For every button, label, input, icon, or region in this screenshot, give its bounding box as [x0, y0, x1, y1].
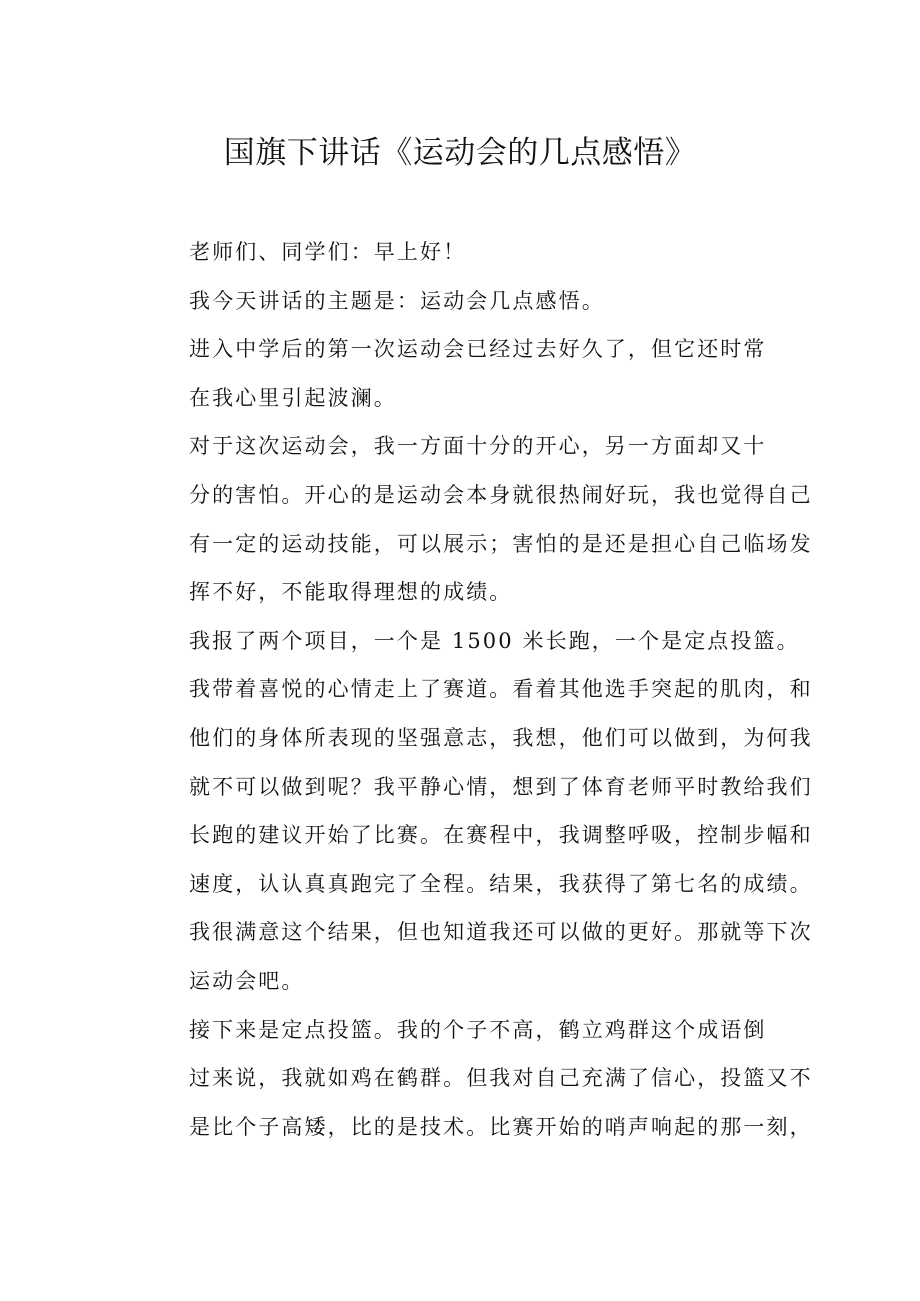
paragraph-long-run [140, 617, 813, 1006]
text-line: 是比个子高矮，比的是技术。比赛开始的哨声响起的那一刻， [189, 1114, 813, 1139]
text-line: 对于这次运动会，我一方面十分的开心，另一方面却又十 [189, 434, 767, 459]
text-line: 挥不好，不能取得理想的成绩。 [189, 580, 513, 605]
text-line: 有一定的运动技能，可以展示；害怕的是还是担心自己临场发 [189, 531, 813, 556]
text-line: 他们的身体所表现的坚强意志，我想，他们可以做到，为何我 [189, 725, 813, 750]
paragraph-basketball [140, 1006, 813, 1152]
text-line: 速度，认认真真跑完了全程。结果，我获得了第七名的成绩。 [189, 871, 813, 896]
text-line: 过来说，我就如鸡在鹤群。但我对自己充满了信心，投篮又不 [189, 1066, 813, 1091]
document-body [140, 228, 813, 1151]
text-line: 就不可以做到呢？我平静心情，想到了体育老师平时教给我们 [189, 774, 813, 799]
text-line: 我报了两个项目，一个是 1500 米长跑，一个是定点投篮。 [189, 628, 800, 653]
paragraph-intro [140, 325, 790, 422]
text-line: 接下来是定点投篮。我的个子不高，鹤立鸡群这个成语倒 [189, 1017, 767, 1042]
text-line: 我今天讲话的主题是：运动会几点感悟。 [189, 288, 605, 313]
text-line: 在我心里引起波澜。 [189, 385, 397, 410]
text-line: 运动会吧。 [189, 968, 305, 993]
paragraph-feelings [140, 422, 813, 616]
text-line: 进入中学后的第一次运动会已经过去好久了，但它还时常 [189, 337, 767, 362]
text-line: 我很满意这个结果，但也知道我还可以做的更好。那就等下次 [189, 920, 813, 945]
text-line: 我带着喜悦的心情走上了赛道。看着其他选手突起的肌肉，和 [189, 677, 813, 702]
text-line: 老师们、同学们：早上好！ [189, 240, 467, 264]
text-line: 分的害怕。开心的是运动会本身就很热闹好玩，我也觉得自己 [189, 482, 813, 507]
document-title: 国旗下讲话《运动会的几点感悟》 [223, 135, 697, 171]
paragraph-greeting [140, 228, 790, 277]
paragraph-topic [140, 277, 790, 326]
text-line: 长跑的建议开始了比赛。在赛程中，我调整呼吸，控制步幅和 [189, 823, 813, 848]
